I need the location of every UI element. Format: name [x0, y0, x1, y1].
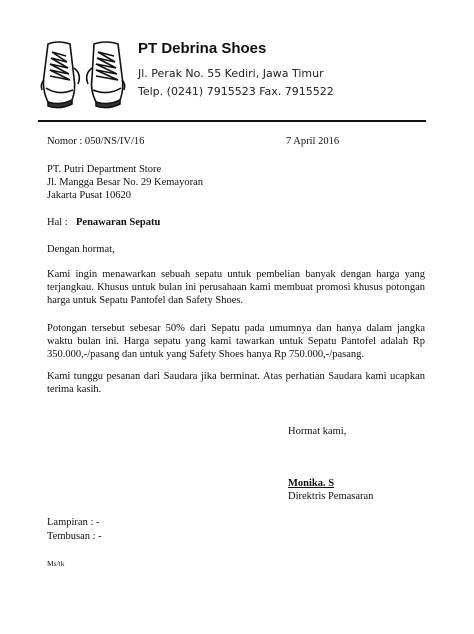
copy-line: Tembusan : - [47, 531, 102, 542]
recipient-city: Jakarta Pusat 10620 [47, 190, 131, 201]
letter-number: Nomor : 050/NS/IV/16 [47, 136, 145, 147]
closing: Hormat kami, [288, 426, 347, 437]
subject-label: Hal : [47, 217, 68, 228]
header-divider [38, 120, 426, 122]
company-address: Jl. Perak No. 55 Kediri, Jawa Timur [138, 67, 324, 80]
paragraph-3: Kami tunggu pesanan dari Saudara jika berminat. Atas perhatian Saudara kami ucapkan terima kasih. [47, 371, 425, 395]
sneakers-icon [38, 38, 128, 110]
paragraph-2: Potongan tersebut sebesar 50% dari Sepatu pada umumnya dan hanya dalam jangka waktu bulan ini. Harga sepatu yang kami tawarkan untuk Sepatu Pantofel adalah Rp 350.000,-/pasang dan untuk yang Safety Shoes hanya Rp 750.000,-/pasang. [47, 323, 425, 360]
subject-value: Penawaran Sepatu [76, 217, 161, 228]
attachment-line: Lampiran : - [47, 517, 100, 528]
recipient-street: Jl. Mangga Besar No. 29 Kemayoran [47, 177, 204, 188]
company-name: PT Debrina Shoes [138, 40, 267, 57]
typist-initials: Ms/tk [47, 559, 65, 568]
greeting: Dengan hormat, [47, 244, 115, 255]
paragraph-1: Kami ingin menawarkan sebuah sepatu untuk pembelian banyak dengan harga yang terjangkau. Khusus untuk bulan ini perusahaan kami membuat promosi khusus potongan harga untuk Sepatu Pantofel dan Safety Shoes. [47, 269, 425, 306]
letter-date: 7 April 2016 [286, 136, 340, 147]
signer-name: Monika. S [288, 478, 335, 489]
recipient-name: PT. Putri Department Store [47, 164, 162, 175]
signer-title: Direktris Pemasaran [288, 491, 374, 502]
company-phone: Telp. (0241) 7915523 Fax. 7915522 [138, 85, 334, 98]
